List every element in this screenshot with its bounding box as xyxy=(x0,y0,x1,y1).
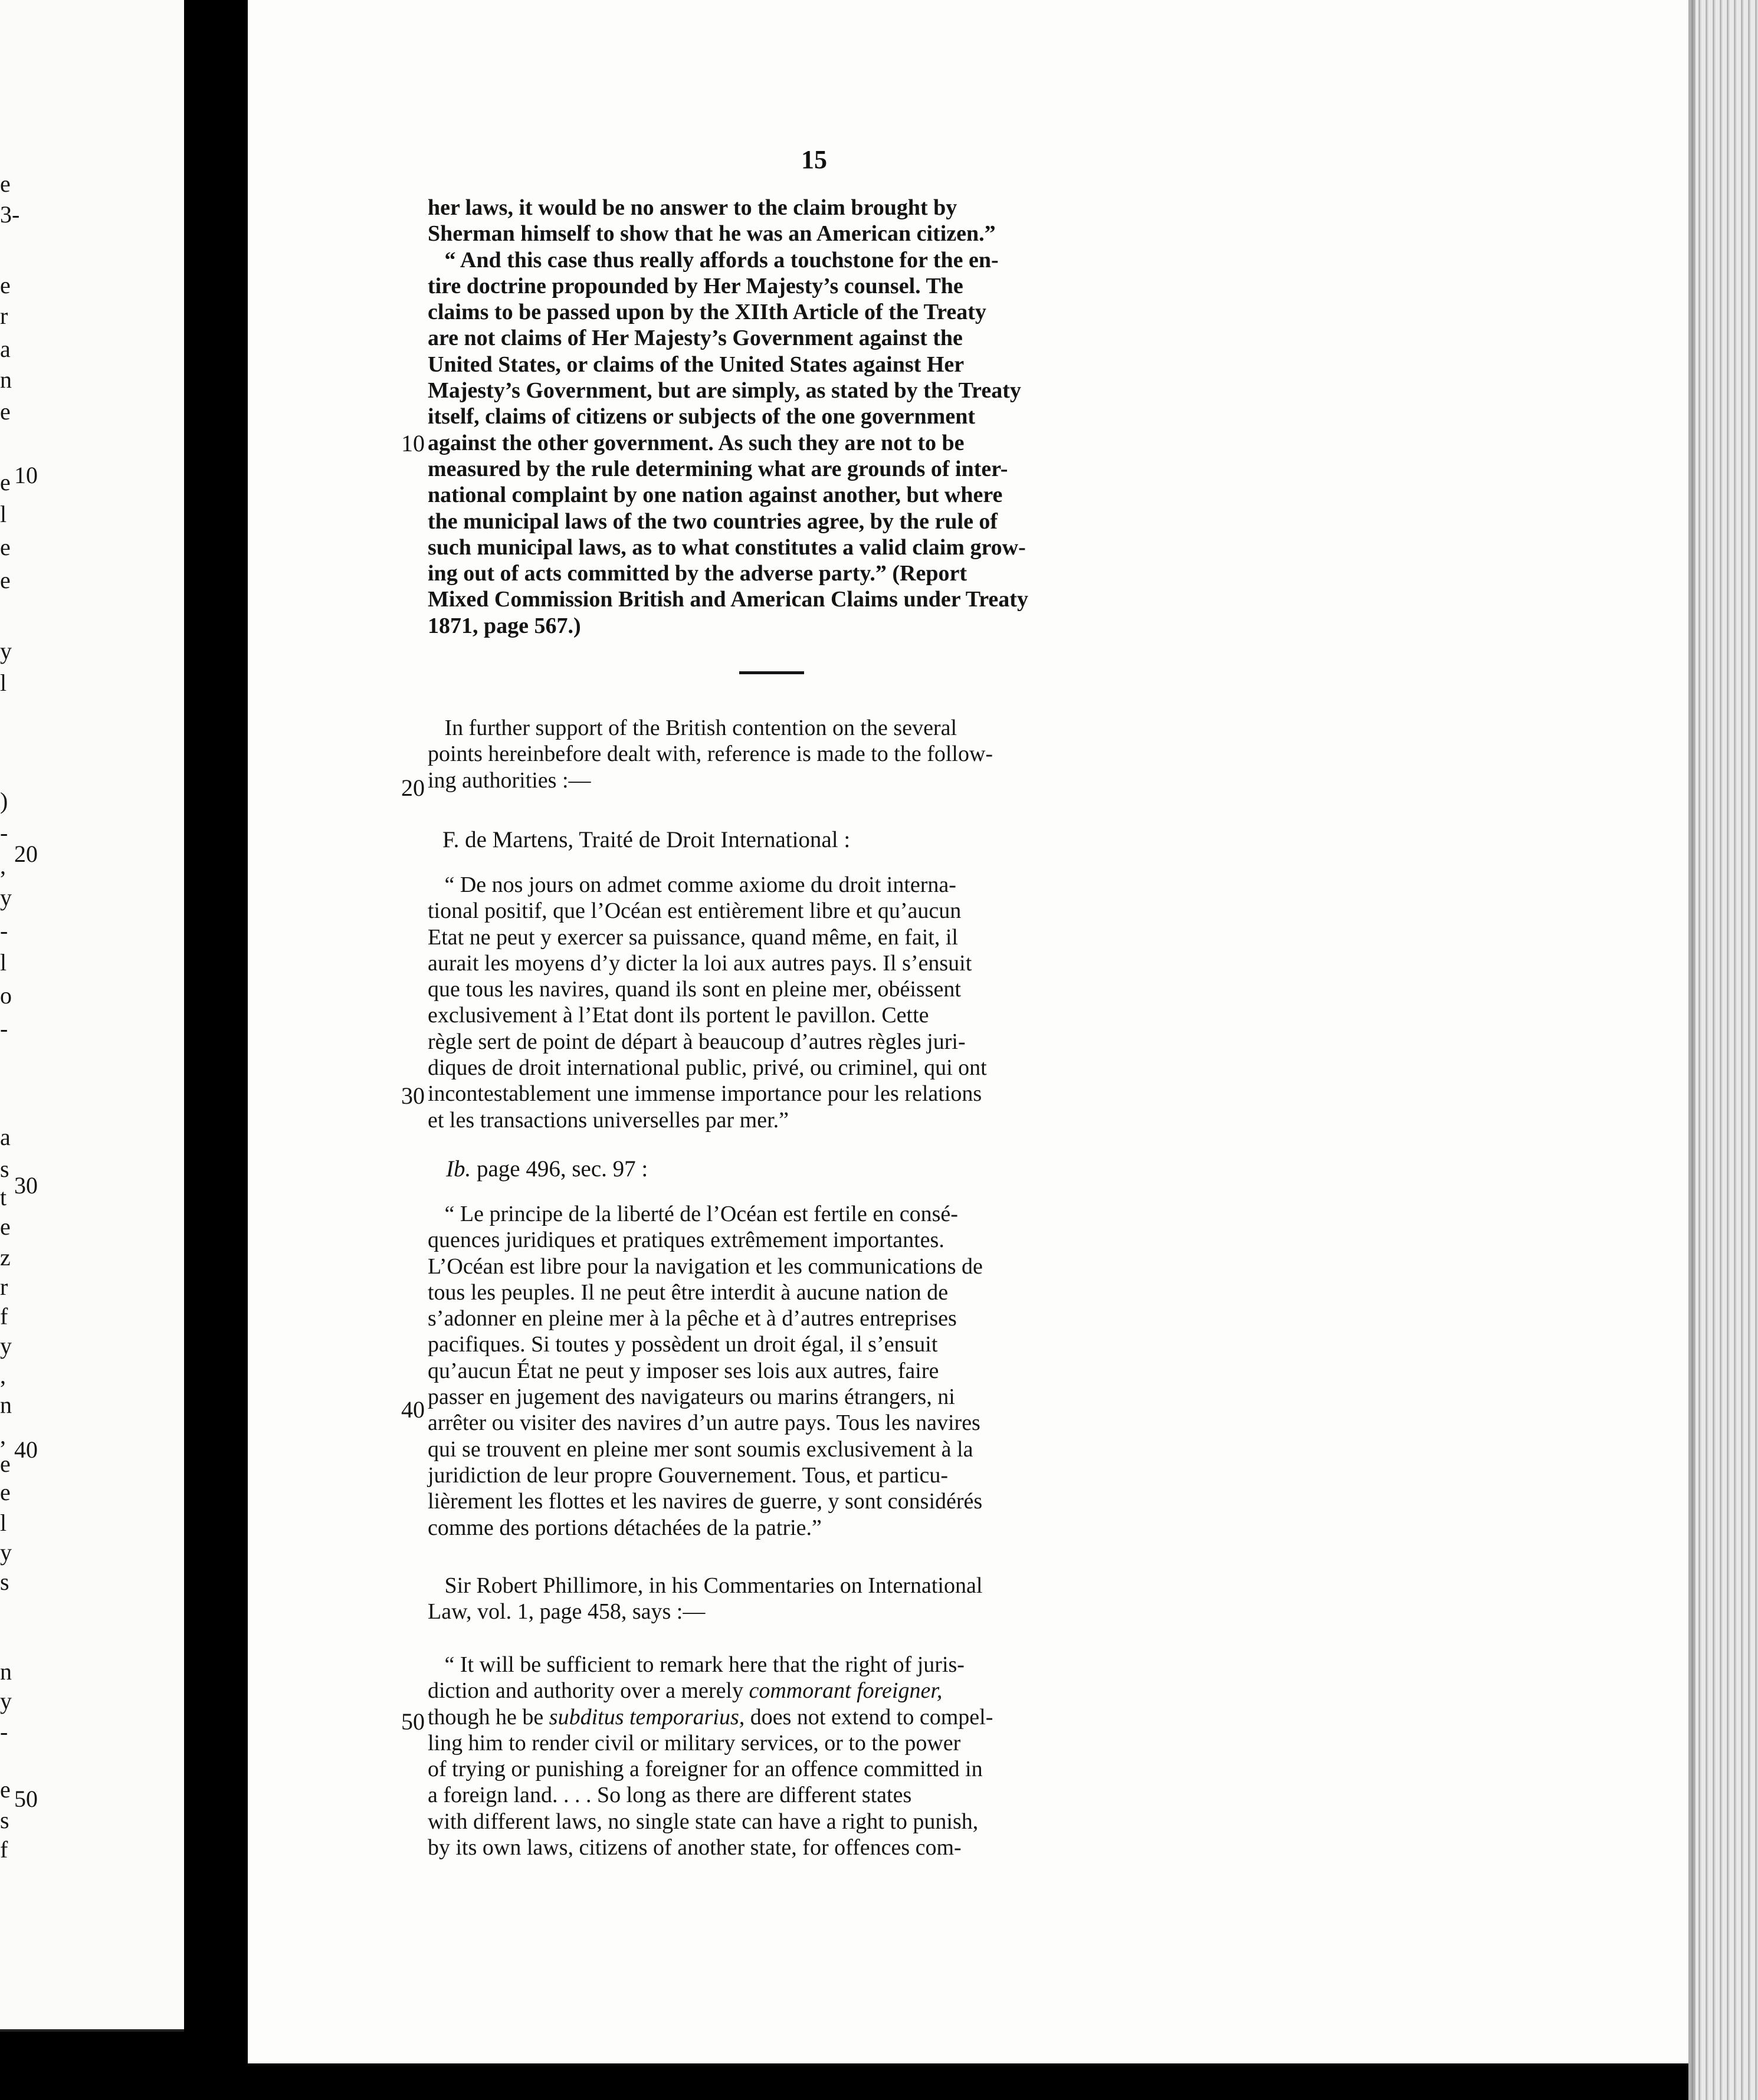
facing-page-letter: y xyxy=(0,1333,12,1359)
text-line: the municipal laws of the two countries agree, by the rule of xyxy=(428,508,998,534)
facing-page-letter: s xyxy=(0,1156,9,1182)
martens-heading: F. de Martens, Traité de Droit International : xyxy=(442,827,851,852)
text-line: national complaint by one nation against another, but where xyxy=(428,483,1003,508)
text-line: comme des portions détachées de la patrie.” xyxy=(428,1515,822,1540)
text-line: with different laws, no single state can have a right to punish, xyxy=(428,1809,979,1834)
text-line: her laws, it would be no answer to the claim brought by xyxy=(428,195,957,220)
facing-page-letter: e xyxy=(0,1451,11,1477)
line-number-40: 40 xyxy=(401,1396,425,1423)
facing-page-letter: r xyxy=(0,1274,8,1300)
facing-page-letter: y xyxy=(0,638,12,664)
facing-page-letter: e xyxy=(0,567,11,593)
text-line: itself, claims of citizens or subjects of the one government xyxy=(428,404,975,429)
text-line: Sherman himself to show that he was an American citizen.” xyxy=(428,221,996,247)
text-line: passer en jugement des navigateurs ou marins étrangers, ni xyxy=(428,1384,955,1410)
text-line: Majesty’s Government, but are simply, as stated by the Treaty xyxy=(428,378,1021,403)
text-line: que tous les navires, quand ils sont en pleine mer, obéissent xyxy=(428,977,961,1002)
text-line: “ And this case thus really affords a touchstone for the en- xyxy=(428,247,999,273)
phillimore-intro xyxy=(428,1573,1372,1625)
facing-page-letter: y xyxy=(0,1539,12,1566)
text-line: L’Océan est libre pour la navigation et les communications de xyxy=(428,1254,983,1279)
facing-page-letter: f xyxy=(0,1303,8,1330)
text-line: “ Le principe de la liberté de l’Océan est fertile en consé- xyxy=(428,1202,958,1226)
document-page xyxy=(248,0,1688,2063)
facing-page-letter: l xyxy=(0,949,7,976)
facing-page-letter: o xyxy=(0,982,12,1009)
facing-page-line-number: 30 xyxy=(14,1172,38,1199)
facing-page-letter: - xyxy=(0,1015,8,1042)
facing-page-letter: , xyxy=(0,1422,6,1449)
text-line: tire doctrine propounded by Her Majesty’s counsel. The xyxy=(428,273,963,298)
text-line: though he be subditus temporarius, does not extend to compel- xyxy=(428,1704,993,1730)
facing-page-letter: e xyxy=(0,1479,11,1505)
ocean-quote xyxy=(428,1201,1372,1541)
section-divider-rule xyxy=(739,671,804,674)
facing-page-letter: l xyxy=(0,501,7,527)
text-line: “ De nos jours on admet comme axiome du droit interna- xyxy=(428,872,956,897)
facing-page-letter: a xyxy=(0,336,11,362)
facing-page-letter: n xyxy=(0,1392,12,1418)
text-line: United States, or claims of the United States against Her xyxy=(428,352,965,377)
facing-page-letter: l xyxy=(0,1510,7,1536)
facing-page-line-number: 10 xyxy=(14,462,38,488)
facing-page-line-number: 50 xyxy=(14,1786,38,1812)
line-number-30: 30 xyxy=(401,1082,425,1109)
facing-page-letter: 3- xyxy=(0,201,20,228)
facing-page-margin xyxy=(0,0,184,2032)
facing-page-letter: r xyxy=(0,303,8,329)
text-line: by its own laws, citizens of another state, for offences com- xyxy=(428,1835,962,1861)
facing-page-letter: n xyxy=(0,1658,12,1685)
phillimore-quote xyxy=(428,1652,1372,1861)
text-line: are not claims of Her Majesty’s Government against the xyxy=(428,326,963,351)
text-line: tional positif, que l’Océan est entièrement libre et qu’aucun xyxy=(428,898,962,924)
text-line: juridiction de leur propre Gouvernement. Tous, et particu- xyxy=(428,1462,948,1488)
text-line: diques de droit international public, privé, ou criminel, qui ont xyxy=(428,1055,987,1081)
text-line: aurait les moyens d’y dicter la loi aux autres pays. Il s’ensuit xyxy=(428,950,972,976)
text-line: claims to be passed upon by the XIIth Article of the Treaty xyxy=(428,300,986,325)
facing-page-letter: e xyxy=(0,170,11,197)
text-line: quences juridiques et pratiques extrêmement importantes. xyxy=(428,1228,944,1253)
facing-page-letter: , xyxy=(0,1362,6,1389)
facing-page-letter: s xyxy=(0,1807,9,1833)
facing-page-letter: e xyxy=(0,398,11,425)
text-line: Etat ne peut y exercer sa puissance, quand même, en fait, il xyxy=(428,924,958,950)
italic-phrase: commorant foreigner, xyxy=(749,1678,943,1704)
facing-page-letter: e xyxy=(0,1776,11,1803)
book-page-edges xyxy=(1688,0,1758,2100)
text-line: Mixed Commission British and American Claims under Treaty xyxy=(428,587,1028,612)
text-line: règle sert de point de départ à beaucoup d’autres règles juri- xyxy=(428,1029,966,1054)
ib-italic: Ib. xyxy=(446,1156,471,1182)
text-line: lièrement les flottes et les navires de guerre, y sont considérés xyxy=(428,1489,983,1514)
text-line: qu’aucun État ne peut y imposer ses lois aux autres, faire xyxy=(428,1358,939,1383)
page-number: 15 xyxy=(801,145,827,174)
text-line: et les transactions universelles par mer.” xyxy=(428,1107,789,1133)
facing-page-letter: e xyxy=(0,1213,11,1240)
text-line: measured by the rule determining what are grounds of inter- xyxy=(428,456,1008,481)
facing-page-letter: - xyxy=(0,1718,8,1745)
text-line: a foreign land. . . . So long as there are different states xyxy=(428,1783,912,1808)
text-line: ing out of acts committed by the adverse party.” (Report xyxy=(428,561,967,586)
block-further-support xyxy=(428,715,1372,793)
text-line: qui se trouvent en pleine mer sont soumis exclusivement à la xyxy=(428,1436,973,1462)
line-number-50: 50 xyxy=(401,1708,425,1735)
block-sherman-quote xyxy=(428,195,1372,639)
facing-page-letter: n xyxy=(0,366,12,393)
text-line: In further support of the British contention on the several xyxy=(428,716,957,740)
facing-page-letter: z xyxy=(0,1244,11,1271)
text-line: exclusivement à l’Etat dont ils portent le pavillon. Cette xyxy=(428,1003,929,1028)
text-line: “ It will be sufficient to remark here that the right of juris- xyxy=(428,1652,965,1677)
facing-page-letter: s xyxy=(0,1569,9,1595)
text-line: against the other government. As such they are not to be xyxy=(428,430,965,455)
facing-page-letter: f xyxy=(0,1836,8,1863)
facing-page-letter: e xyxy=(0,272,11,298)
text-line: of trying or punishing a foreigner for an offence committed in xyxy=(428,1757,983,1782)
text-line: ling him to render civil or military services, or to the power xyxy=(428,1730,961,1756)
facing-page-letter: - xyxy=(0,917,8,944)
book-gutter xyxy=(184,0,248,2100)
facing-page-letter: t xyxy=(0,1184,7,1210)
martens-quote xyxy=(428,872,1372,1133)
line-number-10: 10 xyxy=(401,430,425,457)
text-line: s’adonner en pleine mer à la pêche et à d’autres entreprises xyxy=(428,1306,957,1331)
facing-page-line-number: 20 xyxy=(14,841,38,867)
ib-rest: page 496, sec. 97 : xyxy=(471,1156,648,1182)
text-line: diction and authority over a merely commorant foreigner, xyxy=(428,1678,943,1704)
facing-page-letter: a xyxy=(0,1124,11,1150)
facing-page-letter: e xyxy=(0,534,11,560)
facing-page-letter: y xyxy=(0,1688,12,1714)
facing-page-letter: - xyxy=(0,819,8,846)
text-line: 1871, page 567.) xyxy=(428,613,581,638)
facing-page-letter: l xyxy=(0,670,7,696)
text-line: Sir Robert Phillimore, in his Commentaries on International xyxy=(428,1573,983,1598)
italic-phrase: subditus temporarius, xyxy=(549,1704,745,1730)
text-line: Law, vol. 1, page 458, says :— xyxy=(428,1599,706,1625)
text-line: arrêter ou visiter des navires d’un autre pays. Tous les navires xyxy=(428,1410,980,1436)
facing-page-letter: e xyxy=(0,469,11,496)
facing-page-letter: ) xyxy=(0,788,8,814)
facing-page-letter: , xyxy=(0,852,6,879)
text-line: points hereinbefore dealt with, reference is made to the follow- xyxy=(428,741,993,767)
text-line: pacifiques. Si toutes y possèdent un droit égal, il s’ensuit xyxy=(428,1332,938,1357)
facing-page-letter: y xyxy=(0,884,12,911)
line-number-20: 20 xyxy=(401,775,425,801)
text-line: ing authorities :— xyxy=(428,767,591,793)
facing-page-line-number: 40 xyxy=(14,1436,38,1463)
text-line: such municipal laws, as to what constitutes a valid claim grow- xyxy=(428,534,1026,560)
text-line: tous les peuples. Il ne peut être interdit à aucune nation de xyxy=(428,1279,949,1305)
text-line: incontestablement une immense importance pour les relations xyxy=(428,1081,982,1107)
ib-heading xyxy=(446,1156,648,1182)
